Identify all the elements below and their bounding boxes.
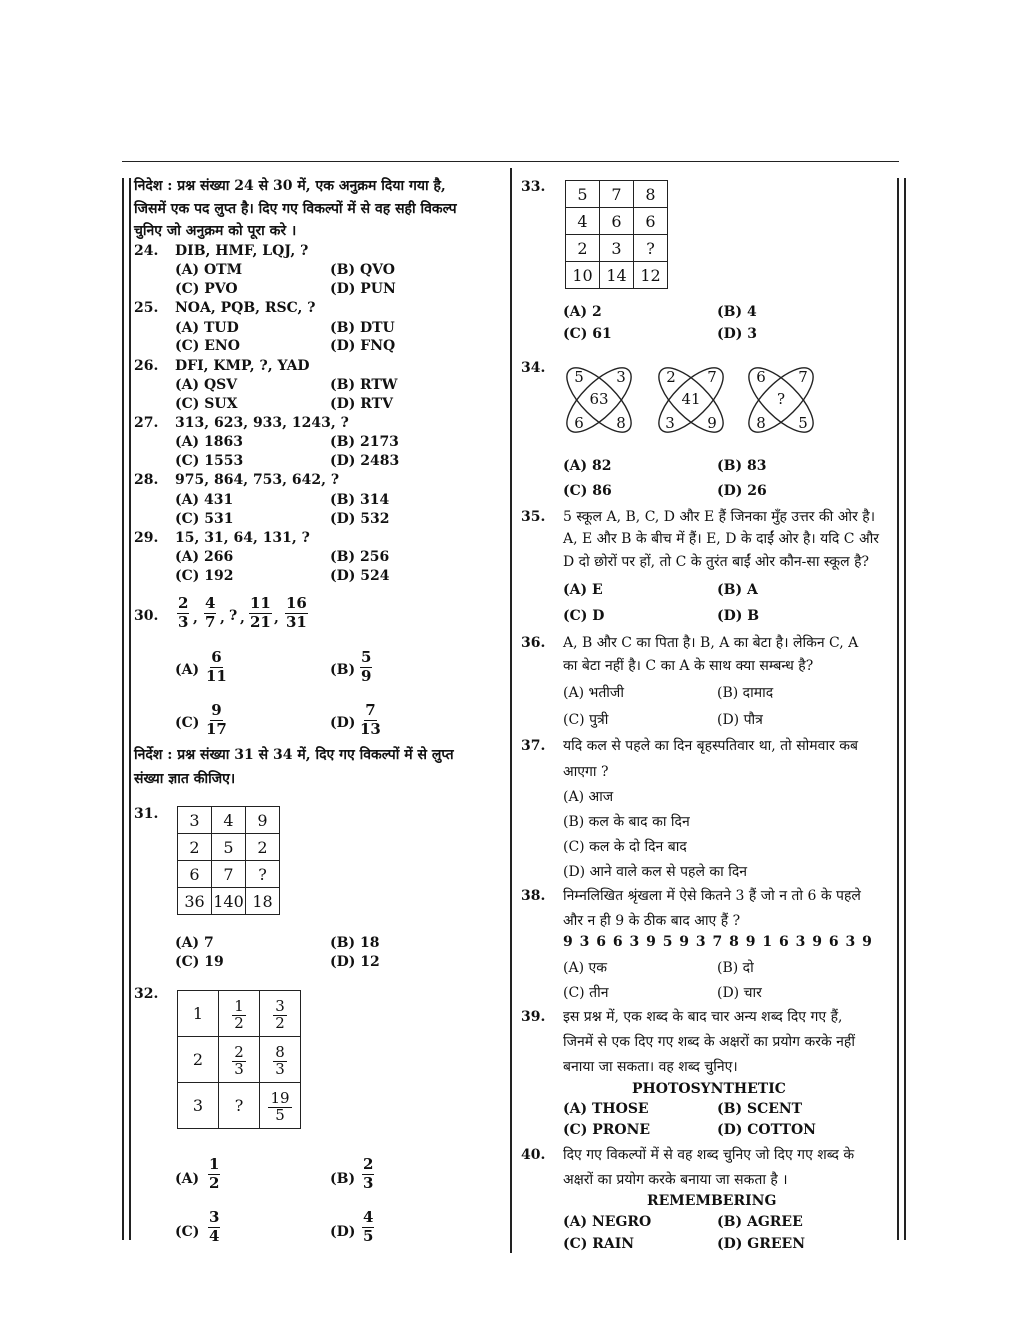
left-border-1 [122, 178, 124, 1240]
option-d: (D) 524 [330, 568, 390, 584]
option-a: (A) 82 [563, 458, 612, 474]
left-border-2 [129, 178, 131, 1240]
option-b: (B) 256 [330, 549, 390, 565]
fig1-bottom-left: 6 [574, 414, 584, 432]
option-b-fraction: $\frac{5}{9}$ [361, 648, 372, 685]
question-text: 975, 864, 753, 642, ? [175, 472, 340, 488]
option-b-label: (B) [330, 1171, 356, 1187]
option-a: (A) भतीजी [563, 685, 624, 701]
option-c: (C) 1553 [175, 453, 244, 469]
question-number: 36. [521, 635, 546, 651]
fig2-bottom-right: 9 [707, 414, 717, 432]
option-b: (B) 314 [330, 492, 390, 508]
option-b: (B) 18 [330, 935, 380, 951]
option-d: (D) 12 [330, 954, 380, 970]
option-a-label: (A) [175, 1171, 200, 1187]
fig3-top-right: 7 [798, 368, 808, 386]
option-a: (A) 266 [175, 549, 234, 565]
option-b: (B) RTW [330, 377, 398, 393]
fig3-top-left: 6 [756, 368, 766, 386]
option-d: (D) 532 [330, 511, 390, 527]
option-d: (D) RTV [330, 396, 393, 412]
crossed-ellipse-figures [560, 360, 820, 440]
option-a: (A) OTM [175, 262, 243, 278]
option-b: (B) 4 [717, 304, 757, 320]
question-number: 26. [134, 358, 159, 374]
comma: , [193, 610, 198, 626]
option-b-label: (B) [330, 662, 356, 678]
fig2-bottom-left: 3 [665, 414, 675, 432]
option-a-label: (A) [175, 662, 200, 678]
option-d: (D) FNQ [330, 338, 396, 354]
question-number: 35. [521, 509, 546, 525]
question-line-2: A, E और B के बीच में हैं। E, D के दाईं ओर है। यदि C और [563, 531, 880, 547]
option-b: (B) QVO [330, 262, 395, 278]
fig3-center: ? [776, 390, 786, 408]
question-line-1: A, B और C का पिता है। B, A का बेटा है। लेकिन C, A [563, 635, 859, 651]
question-number: 40. [521, 1147, 546, 1163]
right-border-2 [904, 178, 906, 1240]
option-c: (C) RAIN [563, 1236, 635, 1252]
fig2-top-left: 2 [666, 368, 676, 386]
option-d-fraction: $\frac{4}{5}$ [363, 1208, 374, 1245]
option-d: (D) B [717, 608, 760, 624]
directions-2-line-2: संख्या ज्ञात कीजिए। [134, 771, 236, 787]
question-number: 39. [521, 1009, 546, 1025]
option-b-fraction: $\frac{2}{3}$ [363, 1155, 374, 1192]
fraction-grid: 1 $\frac{1}{2}$ $\frac{3}{2}$ 2 $\frac{2}{3}$ $\frac{8}{3}$ 3 ? $\frac{19}{5}$ [177, 990, 301, 1129]
question-number: 38. [521, 888, 546, 904]
option-d: (D) 3 [717, 326, 758, 342]
fig1-bottom-right: 8 [616, 414, 626, 432]
option-b: (B) DTU [330, 320, 395, 336]
directions-line-2: जिसमें एक पद लुप्त है। दिए गए विकल्पों में से वह सही विकल्प [134, 201, 457, 217]
option-a: (A) 431 [175, 492, 234, 508]
question-text: 15, 31, 64, 131, ? [175, 530, 310, 546]
option-c: (C) 192 [175, 568, 234, 584]
missing-term: ? [229, 608, 238, 624]
question-line-3: बनाया जा सकता। वह शब्द चुनिए। [563, 1059, 738, 1075]
fig2-center: 41 [681, 390, 701, 408]
option-c: (C) ENO [175, 338, 240, 354]
option-a: (A) E [563, 582, 603, 598]
given-word: REMEMBERING [647, 1193, 777, 1209]
option-a: (A) आज [563, 789, 614, 805]
option-d: (D) COTTON [717, 1122, 816, 1138]
question-number: 28. [134, 472, 159, 488]
option-c: (C) 61 [563, 326, 612, 342]
option-c-label: (C) [175, 1224, 200, 1240]
fig1-top-left: 5 [574, 368, 584, 386]
option-d-fraction: $\frac{7}{13}$ [360, 701, 381, 738]
option-c: (C) PVO [175, 281, 238, 297]
column-divider [510, 168, 512, 1253]
option-a-fraction: $\frac{1}{2}$ [209, 1155, 220, 1192]
option-a: (A) QSV [175, 377, 238, 393]
option-b: (B) AGREE [717, 1214, 803, 1230]
option-a: (A) 1863 [175, 434, 243, 450]
option-d: (D) 2483 [330, 453, 400, 469]
option-d: (D) 26 [717, 483, 767, 499]
option-a: (A) TUD [175, 320, 239, 336]
question-line-1: यदि कल से पहले का दिन बृहस्पतिवार था, तो सोमवार कब [563, 738, 859, 754]
option-a-fraction: $\frac{6}{11}$ [206, 648, 227, 685]
fraction: $\frac{16}{31}$ [286, 594, 307, 631]
option-d: (D) GREEN [717, 1236, 805, 1252]
option-b: (B) A [717, 582, 758, 598]
given-word: PHOTOSYNTHETIC [632, 1081, 786, 1097]
option-c-label: (C) [175, 715, 200, 731]
question-number: 34. [521, 360, 546, 376]
fraction: $\frac{2}{3}$ [178, 594, 189, 631]
option-c: (C) पुत्री [563, 712, 609, 728]
question-text: DIB, HMF, LQJ, ? [175, 243, 309, 259]
number-series: 9 3 6 6 3 9 5 9 3 7 8 9 1 6 3 9 6 3 9 [563, 934, 873, 950]
question-number: 37. [521, 738, 546, 754]
option-b: (B) SCENT [717, 1101, 803, 1117]
option-c: (C) 531 [175, 511, 234, 527]
question-line-2: आएगा ? [563, 764, 609, 780]
fig2-top-right: 7 [707, 368, 717, 386]
fig3-bottom-left: 8 [756, 414, 766, 432]
option-b: (B) दामाद [717, 685, 774, 701]
option-d: (D) पौत्र [717, 712, 763, 728]
fraction: $\frac{4}{7}$ [205, 594, 216, 631]
option-a: (A) NEGRO [563, 1214, 652, 1230]
question-line-1: दिए गए विकल्पों में से वह शब्द चुनिए जो दिए गए शब्द के [563, 1147, 855, 1163]
option-a: (A) 2 [563, 304, 602, 320]
question-text: DFI, KMP, ?, YAD [175, 358, 310, 374]
option-c-fraction: $\frac{3}{4}$ [209, 1208, 220, 1245]
option-c-fraction: $\frac{9}{17}$ [206, 701, 227, 738]
option-a: (A) THOSE [563, 1101, 649, 1117]
option-c: (C) तीन [563, 985, 609, 1001]
option-d: (D) आने वाले कल से पहले का दिन [563, 864, 748, 880]
fig1-top-right: 3 [616, 368, 626, 386]
question-number: 27. [134, 415, 159, 431]
number-grid: 3 4 9 2 5 2 6 7 ? 36 140 18 [177, 806, 280, 915]
option-d: (D) चार [717, 985, 762, 1001]
question-line-3: D दो छोरों पर हों, तो C के तुरंत बाईं ओर कौन-सा स्कूल है? [563, 554, 870, 570]
directions-line-3: चुनिए जो अनुक्रम को पूरा करे । [134, 223, 297, 239]
option-c: (C) PRONE [563, 1122, 651, 1138]
comma: , [220, 610, 225, 626]
option-c: (C) 86 [563, 483, 612, 499]
question-line-1: निम्नलिखित श्रृंखला में ऐसे कितने 3 हैं जो न तो 6 के पहले [563, 888, 861, 904]
option-c: (C) 19 [175, 954, 224, 970]
question-line-2: का बेटा नहीं है। C का A के साथ क्या सम्बन्ध है? [563, 658, 814, 674]
question-line-2: जिनमें से एक दिए गए शब्द के अक्षरों का प्रयोग करके नहीं [563, 1034, 855, 1050]
option-c: (C) कल के दो दिन बाद [563, 839, 687, 855]
question-line-2: और न ही 9 के ठीक बाद आए हैं ? [563, 913, 741, 929]
option-d-label: (D) [330, 715, 356, 731]
right-border-1 [897, 178, 899, 1240]
question-number: 24. [134, 243, 159, 259]
option-c: (C) D [563, 608, 605, 624]
fraction: $\frac{11}{21}$ [250, 594, 271, 631]
comma: , [274, 610, 279, 626]
question-line-1: 5 स्कूल A, B, C, D और E हैं जिनका मुँह उत्तर की ओर है। [563, 509, 875, 525]
question-text: 313, 623, 933, 1243, ? [175, 415, 349, 431]
fig3-bottom-right: 5 [798, 414, 808, 432]
option-b: (B) कल के बाद का दिन [563, 814, 690, 830]
option-a: (A) एक [563, 960, 607, 976]
fig1-center: 63 [589, 390, 609, 408]
option-b: (B) 2173 [330, 434, 399, 450]
option-b: (B) 83 [717, 458, 767, 474]
option-a: (A) 7 [175, 935, 214, 951]
question-number: 25. [134, 300, 159, 316]
question-number: 31. [134, 806, 159, 822]
option-d: (D) PUN [330, 281, 396, 297]
question-text: NOA, PQB, RSC, ? [175, 300, 316, 316]
question-number: 30. [134, 608, 159, 624]
comma: , [240, 610, 245, 626]
question-number: 33. [521, 179, 546, 195]
question-line-1: इस प्रश्न में, एक शब्द के बाद चार अन्य शब्द दिए गए हैं, [563, 1009, 843, 1025]
option-c: (C) SUX [175, 396, 238, 412]
question-number: 29. [134, 530, 159, 546]
number-grid: 5 7 8 4 6 6 2 3 ? 10 14 12 [565, 180, 668, 289]
question-number: 32. [134, 986, 159, 1002]
directions-line-1: निदेश : प्रश्न संख्या 24 से 30 में, एक अनुक्रम दिया गया है, [134, 178, 446, 194]
directions-2-line-1: निर्देश : प्रश्न संख्या 31 से 34 में, दिए गए विकल्पों में से लुप्त [134, 747, 454, 763]
option-b: (B) दो [717, 960, 754, 976]
question-line-2: अक्षरों का प्रयोग करके बनाया जा सकता है । [563, 1172, 788, 1188]
top-rule [122, 161, 899, 162]
option-d-label: (D) [330, 1224, 356, 1240]
